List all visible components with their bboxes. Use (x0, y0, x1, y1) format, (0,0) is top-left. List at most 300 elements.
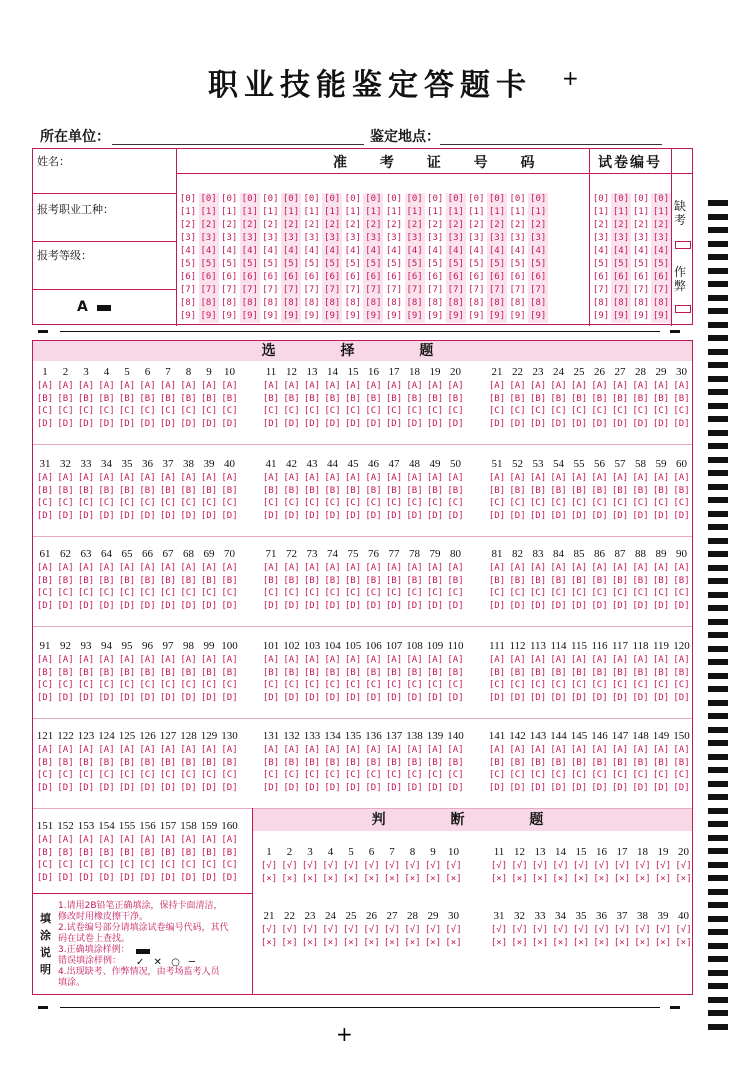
digit-bubble[interactable]: [2] (344, 220, 361, 230)
digit-bubble[interactable]: [3] (262, 233, 279, 243)
option-bubble[interactable]: [D] (303, 782, 321, 793)
option-bubble[interactable]: [D] (221, 510, 238, 521)
option-bubble[interactable]: [A] (385, 381, 403, 391)
option-bubble[interactable]: [C] (509, 498, 526, 508)
option-bubble[interactable]: [C] (324, 680, 341, 690)
digit-bubble[interactable]: [3] (365, 233, 382, 243)
option-bubble[interactable]: [B] (591, 575, 608, 586)
option-bubble[interactable]: [A] (180, 381, 197, 391)
option-bubble[interactable]: [B] (262, 485, 280, 496)
digit-bubble[interactable]: [9] (324, 311, 341, 321)
digit-bubble[interactable]: [3] (592, 233, 610, 243)
digit-bubble[interactable]: [8] (365, 298, 382, 308)
option-bubble[interactable]: [D] (447, 782, 464, 793)
option-bubble[interactable]: [D] (385, 600, 403, 611)
option-bubble[interactable]: [C] (385, 498, 403, 508)
option-bubble[interactable]: [A] (529, 473, 547, 483)
option-bubble[interactable]: [B] (77, 847, 95, 858)
option-bubble[interactable]: [C] (221, 860, 238, 870)
tf-bubble[interactable]: [×] (531, 937, 549, 948)
option-bubble[interactable]: [C] (180, 498, 197, 508)
option-bubble[interactable]: [C] (221, 406, 238, 416)
option-bubble[interactable]: [C] (385, 588, 403, 598)
option-bubble[interactable]: [B] (611, 575, 629, 586)
option-bubble[interactable]: [B] (57, 847, 74, 858)
digit-bubble[interactable]: [3] (303, 233, 320, 243)
option-bubble[interactable]: [D] (591, 692, 608, 703)
tf-bubble[interactable]: [√] (404, 925, 421, 935)
option-bubble[interactable]: [B] (139, 575, 156, 586)
option-bubble[interactable]: [D] (283, 782, 300, 793)
option-bubble[interactable]: [D] (652, 782, 670, 793)
option-bubble[interactable]: [A] (365, 745, 382, 755)
option-bubble[interactable]: [C] (447, 770, 464, 780)
digit-bubble[interactable]: [9] (241, 311, 258, 321)
option-bubble[interactable]: [C] (77, 498, 95, 508)
tf-bubble[interactable]: [×] (511, 937, 528, 948)
digit-bubble[interactable]: [7] (447, 285, 464, 295)
digit-bubble[interactable]: [1] (262, 207, 279, 217)
tf-bubble[interactable]: [×] (424, 873, 442, 884)
option-bubble[interactable]: [A] (509, 381, 526, 391)
option-bubble[interactable]: [A] (221, 473, 238, 483)
digit-bubble[interactable]: [4] (447, 246, 464, 256)
tf-bubble[interactable]: [×] (383, 937, 401, 948)
digit-bubble[interactable]: [2] (365, 220, 382, 230)
digit-bubble[interactable]: [9] (344, 311, 361, 321)
option-bubble[interactable]: [B] (221, 575, 238, 586)
digit-bubble[interactable]: [6] (344, 272, 361, 282)
option-bubble[interactable]: [A] (180, 745, 197, 755)
tf-bubble[interactable]: [×] (322, 873, 339, 884)
option-bubble[interactable]: [D] (77, 600, 95, 611)
option-bubble[interactable]: [A] (139, 473, 156, 483)
option-bubble[interactable]: [C] (200, 498, 218, 508)
option-bubble[interactable]: [B] (324, 575, 341, 586)
option-bubble[interactable]: [D] (36, 692, 54, 703)
option-bubble[interactable]: [B] (200, 847, 218, 858)
option-bubble[interactable]: [B] (673, 485, 690, 496)
tf-bubble[interactable]: [×] (634, 873, 651, 884)
option-bubble[interactable]: [C] (303, 406, 321, 416)
option-bubble[interactable]: [B] (159, 757, 177, 768)
digit-bubble[interactable]: [8] (221, 298, 238, 308)
option-bubble[interactable]: [C] (200, 770, 218, 780)
option-bubble[interactable]: [A] (529, 381, 547, 391)
option-bubble[interactable]: [B] (632, 393, 649, 404)
digit-bubble[interactable]: [9] (652, 311, 670, 321)
option-bubble[interactable]: [A] (365, 563, 382, 573)
option-bubble[interactable]: [C] (118, 860, 136, 870)
option-bubble[interactable]: [D] (159, 782, 177, 793)
tf-bubble[interactable]: [×] (322, 937, 339, 948)
option-bubble[interactable]: [D] (591, 510, 608, 521)
option-bubble[interactable]: [B] (324, 667, 341, 678)
option-bubble[interactable]: [B] (262, 667, 280, 678)
option-bubble[interactable]: [B] (221, 667, 238, 678)
option-bubble[interactable]: [C] (406, 406, 423, 416)
option-bubble[interactable]: [D] (406, 510, 423, 521)
option-bubble[interactable]: [D] (529, 782, 547, 793)
option-bubble[interactable]: [C] (673, 770, 690, 780)
option-bubble[interactable]: [C] (570, 680, 588, 690)
tf-bubble[interactable]: [×] (404, 873, 421, 884)
digit-bubble[interactable]: [4] (282, 246, 300, 256)
option-bubble[interactable]: [D] (324, 782, 341, 793)
option-bubble[interactable]: [B] (365, 667, 382, 678)
option-bubble[interactable]: [B] (652, 393, 670, 404)
option-bubble[interactable]: [A] (283, 473, 300, 483)
option-bubble[interactable]: [B] (632, 667, 649, 678)
option-bubble[interactable]: [A] (57, 473, 74, 483)
option-bubble[interactable]: [C] (591, 770, 608, 780)
absent-bubble[interactable] (675, 241, 691, 249)
option-bubble[interactable]: [B] (180, 847, 197, 858)
option-bubble[interactable]: [B] (98, 757, 115, 768)
option-bubble[interactable]: [D] (550, 600, 567, 611)
option-bubble[interactable]: [B] (118, 575, 136, 586)
option-bubble[interactable]: [C] (221, 770, 238, 780)
option-bubble[interactable]: [D] (57, 418, 74, 429)
option-bubble[interactable]: [B] (98, 667, 115, 678)
option-bubble[interactable]: [C] (406, 498, 423, 508)
option-bubble[interactable]: [B] (303, 757, 321, 768)
option-bubble[interactable]: [A] (591, 655, 608, 665)
digit-bubble[interactable]: [8] (262, 298, 279, 308)
tf-bubble[interactable]: [√] (404, 861, 421, 871)
option-bubble[interactable]: [A] (426, 655, 444, 665)
option-bubble[interactable]: [C] (365, 588, 382, 598)
digit-bubble[interactable]: [2] (262, 220, 279, 230)
option-bubble[interactable]: [A] (36, 563, 54, 573)
digit-bubble[interactable]: [9] (530, 311, 547, 321)
digit-bubble[interactable]: [0] (612, 194, 630, 204)
option-bubble[interactable]: [C] (57, 588, 74, 598)
option-bubble[interactable]: [D] (118, 872, 136, 883)
option-bubble[interactable]: [A] (283, 381, 300, 391)
option-bubble[interactable]: [B] (570, 393, 588, 404)
option-bubble[interactable]: [C] (283, 588, 300, 598)
option-bubble[interactable]: [B] (118, 847, 136, 858)
option-bubble[interactable]: [C] (344, 588, 362, 598)
option-bubble[interactable]: [A] (365, 381, 382, 391)
option-bubble[interactable]: [A] (98, 473, 115, 483)
option-bubble[interactable]: [C] (673, 498, 690, 508)
digit-bubble[interactable]: [6] (406, 272, 423, 282)
option-bubble[interactable]: [D] (36, 418, 54, 429)
tf-bubble[interactable]: [×] (363, 937, 380, 948)
option-bubble[interactable]: [D] (488, 510, 506, 521)
option-bubble[interactable]: [C] (426, 680, 444, 690)
digit-bubble[interactable]: [6] (592, 272, 610, 282)
digit-bubble[interactable]: [3] (509, 233, 526, 243)
option-bubble[interactable]: [C] (283, 680, 300, 690)
option-bubble[interactable]: [C] (118, 770, 136, 780)
option-bubble[interactable]: [C] (426, 770, 444, 780)
digit-bubble[interactable]: [7] (652, 285, 670, 295)
option-bubble[interactable]: [C] (426, 406, 444, 416)
option-bubble[interactable]: [D] (652, 600, 670, 611)
tf-bubble[interactable]: [×] (572, 937, 590, 948)
option-bubble[interactable]: [C] (139, 588, 156, 598)
option-bubble[interactable]: [B] (36, 847, 54, 858)
tf-bubble[interactable]: [×] (260, 937, 278, 948)
option-bubble[interactable]: [A] (139, 835, 156, 845)
digit-bubble[interactable]: [5] (241, 259, 258, 269)
tf-bubble[interactable]: [×] (490, 873, 508, 884)
option-bubble[interactable]: [C] (529, 498, 547, 508)
option-bubble[interactable]: [A] (632, 381, 649, 391)
option-bubble[interactable]: [B] (426, 575, 444, 586)
digit-bubble[interactable]: [5] (385, 259, 403, 269)
option-bubble[interactable]: [C] (426, 588, 444, 598)
option-bubble[interactable]: [B] (365, 393, 382, 404)
tf-bubble[interactable]: [×] (281, 873, 298, 884)
option-bubble[interactable]: [D] (283, 600, 300, 611)
tf-bubble[interactable]: [×] (572, 873, 590, 884)
tf-bubble[interactable]: [×] (260, 873, 278, 884)
option-bubble[interactable]: [D] (77, 872, 95, 883)
option-bubble[interactable]: [B] (385, 667, 403, 678)
option-bubble[interactable]: [C] (98, 860, 115, 870)
digit-bubble[interactable]: [6] (179, 272, 197, 282)
option-bubble[interactable]: [C] (221, 588, 238, 598)
digit-bubble[interactable]: [1] (241, 207, 258, 217)
option-bubble[interactable]: [C] (57, 680, 74, 690)
option-bubble[interactable]: [D] (180, 510, 197, 521)
option-bubble[interactable]: [C] (385, 406, 403, 416)
option-bubble[interactable]: [A] (221, 835, 238, 845)
tf-bubble[interactable]: [×] (301, 873, 319, 884)
tf-bubble[interactable]: [√] (281, 925, 298, 935)
digit-bubble[interactable]: [2] (200, 220, 217, 230)
option-bubble[interactable]: [D] (139, 418, 156, 429)
digit-bubble[interactable]: [2] (324, 220, 341, 230)
option-bubble[interactable]: [A] (570, 655, 588, 665)
digit-bubble[interactable]: [2] (406, 220, 423, 230)
option-bubble[interactable]: [C] (570, 588, 588, 598)
digit-bubble[interactable]: [5] (509, 259, 526, 269)
option-bubble[interactable]: [D] (344, 510, 362, 521)
option-bubble[interactable]: [B] (529, 485, 547, 496)
option-bubble[interactable]: [A] (159, 381, 177, 391)
option-bubble[interactable]: [C] (509, 406, 526, 416)
digit-bubble[interactable]: [5] (632, 259, 650, 269)
option-bubble[interactable]: [D] (36, 872, 54, 883)
digit-bubble[interactable]: [7] (592, 285, 610, 295)
tf-bubble[interactable]: [×] (404, 937, 421, 948)
digit-bubble[interactable]: [5] (592, 259, 610, 269)
tf-bubble[interactable]: [√] (363, 861, 380, 871)
digit-bubble[interactable]: [1] (652, 207, 670, 217)
option-bubble[interactable]: [D] (98, 872, 115, 883)
option-bubble[interactable]: [B] (262, 757, 280, 768)
digit-bubble[interactable]: [4] (385, 246, 403, 256)
option-bubble[interactable]: [C] (200, 406, 218, 416)
option-bubble[interactable]: [B] (77, 757, 95, 768)
option-bubble[interactable]: [A] (57, 745, 74, 755)
digit-bubble[interactable]: [2] (632, 220, 650, 230)
option-bubble[interactable]: [B] (221, 757, 238, 768)
option-bubble[interactable]: [D] (118, 418, 136, 429)
option-bubble[interactable]: [B] (180, 667, 197, 678)
tf-bubble[interactable]: [√] (260, 925, 278, 935)
digit-bubble[interactable]: [9] (447, 311, 464, 321)
option-bubble[interactable]: [B] (159, 667, 177, 678)
option-bubble[interactable]: [C] (36, 498, 54, 508)
digit-bubble[interactable]: [0] (488, 194, 506, 204)
option-bubble[interactable]: [C] (611, 588, 629, 598)
tf-bubble[interactable]: [√] (572, 925, 590, 935)
option-bubble[interactable]: [B] (550, 575, 567, 586)
option-bubble[interactable]: [A] (344, 655, 362, 665)
option-bubble[interactable]: [D] (98, 510, 115, 521)
tf-bubble[interactable]: [√] (342, 925, 360, 935)
option-bubble[interactable]: [D] (324, 600, 341, 611)
option-bubble[interactable]: [A] (550, 381, 567, 391)
option-bubble[interactable]: [A] (344, 473, 362, 483)
digit-bubble[interactable]: [6] (612, 272, 630, 282)
option-bubble[interactable]: [B] (385, 485, 403, 496)
option-bubble[interactable]: [D] (611, 782, 629, 793)
option-bubble[interactable]: [D] (200, 600, 218, 611)
option-bubble[interactable]: [D] (591, 418, 608, 429)
option-bubble[interactable]: [B] (36, 393, 54, 404)
digit-bubble[interactable]: [5] (406, 259, 423, 269)
digit-bubble[interactable]: [2] (303, 220, 320, 230)
option-bubble[interactable]: [C] (406, 770, 423, 780)
option-bubble[interactable]: [A] (406, 655, 423, 665)
option-bubble[interactable]: [D] (509, 692, 526, 703)
option-bubble[interactable]: [D] (447, 510, 464, 521)
digit-bubble[interactable]: [1] (447, 207, 464, 217)
digit-bubble[interactable]: [6] (427, 272, 444, 282)
digit-bubble[interactable]: [4] (344, 246, 361, 256)
digit-bubble[interactable]: [1] (221, 207, 238, 217)
option-bubble[interactable]: [A] (77, 835, 95, 845)
option-bubble[interactable]: [B] (139, 485, 156, 496)
option-bubble[interactable]: [D] (385, 510, 403, 521)
option-bubble[interactable]: [B] (118, 757, 136, 768)
option-bubble[interactable]: [B] (159, 393, 177, 404)
option-bubble[interactable]: [D] (365, 782, 382, 793)
digit-bubble[interactable]: [6] (468, 272, 485, 282)
option-bubble[interactable]: [B] (632, 757, 649, 768)
option-bubble[interactable]: [C] (180, 770, 197, 780)
option-bubble[interactable]: [D] (488, 600, 506, 611)
digit-bubble[interactable]: [8] (282, 298, 300, 308)
option-bubble[interactable]: [D] (365, 418, 382, 429)
digit-bubble[interactable]: [8] (612, 298, 630, 308)
option-bubble[interactable]: [A] (77, 745, 95, 755)
digit-bubble[interactable]: [0] (468, 194, 485, 204)
option-bubble[interactable]: [A] (200, 745, 218, 755)
option-bubble[interactable]: [B] (632, 575, 649, 586)
option-bubble[interactable]: [D] (159, 600, 177, 611)
option-bubble[interactable]: [D] (673, 600, 690, 611)
option-bubble[interactable]: [D] (180, 782, 197, 793)
tf-bubble[interactable]: [√] (654, 925, 672, 935)
digit-bubble[interactable]: [6] (303, 272, 320, 282)
option-bubble[interactable]: [A] (221, 563, 238, 573)
option-bubble[interactable]: [A] (570, 473, 588, 483)
digit-bubble[interactable]: [0] (241, 194, 258, 204)
option-bubble[interactable]: [A] (283, 745, 300, 755)
tf-bubble[interactable]: [√] (301, 861, 319, 871)
option-bubble[interactable]: [C] (488, 770, 506, 780)
option-bubble[interactable]: [D] (98, 418, 115, 429)
option-bubble[interactable]: [A] (324, 381, 341, 391)
option-bubble[interactable]: [B] (36, 757, 54, 768)
digit-bubble[interactable]: [9] (303, 311, 320, 321)
option-bubble[interactable]: [D] (673, 692, 690, 703)
option-bubble[interactable]: [C] (118, 498, 136, 508)
option-bubble[interactable]: [D] (426, 600, 444, 611)
option-bubble[interactable]: [B] (262, 393, 280, 404)
option-bubble[interactable]: [B] (180, 393, 197, 404)
option-bubble[interactable]: [A] (200, 655, 218, 665)
option-bubble[interactable]: [C] (529, 588, 547, 598)
option-bubble[interactable]: [A] (159, 655, 177, 665)
option-bubble[interactable]: [A] (488, 655, 506, 665)
option-bubble[interactable]: [B] (385, 757, 403, 768)
option-bubble[interactable]: [A] (652, 563, 670, 573)
digit-bubble[interactable]: [8] (179, 298, 197, 308)
option-bubble[interactable]: [D] (570, 418, 588, 429)
option-bubble[interactable]: [C] (570, 406, 588, 416)
option-bubble[interactable]: [C] (57, 406, 74, 416)
option-bubble[interactable]: [C] (406, 680, 423, 690)
option-bubble[interactable]: [B] (570, 757, 588, 768)
option-bubble[interactable]: [C] (570, 770, 588, 780)
digit-bubble[interactable]: [4] (427, 246, 444, 256)
digit-bubble[interactable]: [1] (365, 207, 382, 217)
option-bubble[interactable]: [D] (303, 600, 321, 611)
digit-bubble[interactable]: [2] (592, 220, 610, 230)
option-bubble[interactable]: [D] (159, 418, 177, 429)
option-bubble[interactable]: [B] (77, 393, 95, 404)
digit-bubble[interactable]: [6] (632, 272, 650, 282)
option-bubble[interactable]: [A] (118, 473, 136, 483)
option-bubble[interactable]: [C] (262, 406, 280, 416)
option-bubble[interactable]: [A] (406, 745, 423, 755)
option-bubble[interactable]: [B] (283, 393, 300, 404)
option-bubble[interactable]: [D] (652, 692, 670, 703)
option-bubble[interactable]: [D] (77, 782, 95, 793)
option-bubble[interactable]: [A] (673, 473, 690, 483)
option-bubble[interactable]: [B] (447, 757, 464, 768)
option-bubble[interactable]: [A] (262, 745, 280, 755)
option-bubble[interactable]: [A] (139, 563, 156, 573)
option-bubble[interactable]: [C] (550, 680, 567, 690)
option-bubble[interactable]: [C] (200, 680, 218, 690)
digit-bubble[interactable]: [8] (344, 298, 361, 308)
tf-bubble[interactable]: [×] (383, 873, 401, 884)
option-bubble[interactable]: [A] (673, 745, 690, 755)
option-bubble[interactable]: [D] (632, 692, 649, 703)
option-bubble[interactable]: [C] (488, 406, 506, 416)
option-bubble[interactable]: [D] (118, 782, 136, 793)
option-bubble[interactable]: [B] (200, 485, 218, 496)
option-bubble[interactable]: [B] (180, 757, 197, 768)
option-bubble[interactable]: [A] (118, 655, 136, 665)
option-bubble[interactable]: [C] (77, 588, 95, 598)
tf-bubble[interactable]: [√] (490, 925, 508, 935)
option-bubble[interactable]: [B] (652, 485, 670, 496)
cheat-bubble[interactable] (675, 305, 691, 313)
option-bubble[interactable]: [C] (447, 680, 464, 690)
option-bubble[interactable]: [B] (283, 757, 300, 768)
